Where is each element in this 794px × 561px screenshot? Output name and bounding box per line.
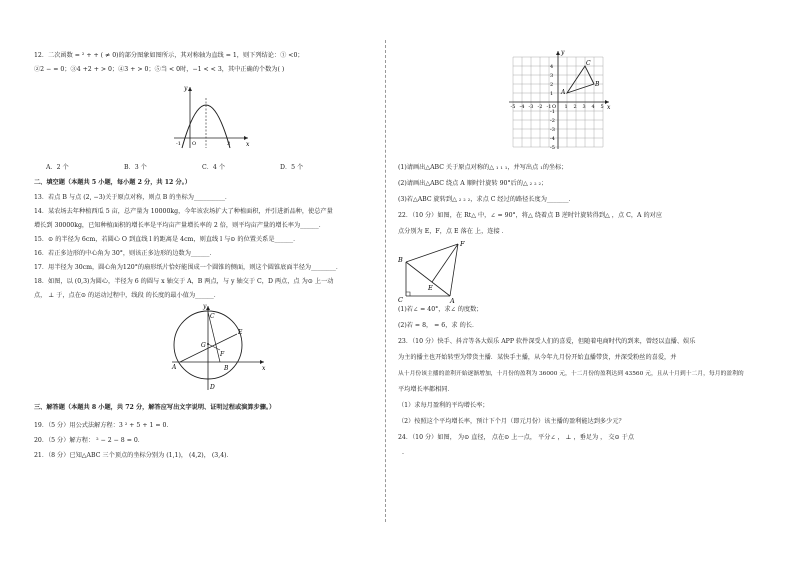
label-a: A: [450, 297, 455, 304]
question-12-line-2: ②2 − = 0；③4 +2 + > 0；④3 + > 0；⑤当 < 0时，−1 < < 3，其中正确的个数为( ): [34, 66, 285, 73]
label-3: 3: [227, 141, 231, 147]
question-13: 13．若点 B 与点 (2, −3)关于原点对称，则点 B 的坐标为__________．: [34, 194, 232, 201]
x-tick-label: 1: [564, 104, 568, 110]
question-22-line-1: 22．（10 分）如图，在 Rt△ 中，∠ = 90°，将△ 绕着点 B 逆时针旋转得到△ ，点 C，A 的对应: [398, 212, 663, 219]
y-tick-label: 3: [550, 73, 554, 79]
label-x: x: [246, 141, 250, 148]
y-tick-label: -1: [550, 109, 555, 115]
label-g: G: [201, 342, 206, 349]
label-a: A: [172, 364, 177, 371]
question-21: 21．（8 分）已知△ABC 三个顶点的坐标分别为 (1,1)， (4,2)， (3,4)．: [34, 452, 233, 459]
question-16: 16．若正多边形的中心角为 30°，则该正多边形的边数为______．: [34, 250, 216, 257]
label-f: F: [220, 351, 225, 358]
section-3-heading: 三、解答题（本题共 8 小题，共 72 分，解答应写出文字说明、证明过程或演算步骤。）: [34, 404, 276, 411]
label-e: E: [428, 284, 433, 292]
label-x: x: [262, 365, 266, 372]
question-14-line-1: 14．某农场去年种植西瓜 5 亩，总产量为 10000kg，今年该农场扩大了种植面积，并引进新品种，使总产量: [34, 208, 333, 215]
question-24-line-2: .: [402, 449, 404, 456]
label-b: B: [224, 365, 229, 372]
y-tick-label: 1: [550, 91, 554, 97]
label-origin: O: [552, 104, 557, 110]
x-tick-label: 3: [582, 104, 586, 110]
y-tick-label: 4: [550, 64, 554, 70]
question-18-line-1: 18．如图，以 (0,3)为圆心，半径为 6 的圆与 x 轴交于 A，B 两点，与 y 轴交于 C，D 两点，点 为⊙ 上一动: [34, 278, 334, 285]
q12-option-c: C．4 个: [202, 164, 226, 171]
label-y: y: [203, 304, 207, 310]
coordinate-grid-figure: [498, 48, 628, 158]
y-tick-label: -3: [550, 127, 555, 133]
question-23-part-1: （1）求每月盈利的平均增长率；: [398, 402, 489, 409]
question-15: 15．⊙ 的半径为 6cm，若圆心 O 到直线 l 的距离是 4cm，则直线 l 与⊙ 的位置关系是______．: [34, 236, 300, 243]
question-21-part-1: (1)请画出△ABC 关于原点对称的△ ₁ ₁ ₁，并写出点 ₁的坐标；: [398, 164, 568, 171]
label-neg1: -1: [176, 141, 181, 147]
question-22-part-1: (1)若∠ = 40°，求∠ 的度数；: [398, 306, 483, 313]
label-o: O: [192, 141, 197, 147]
label-a: A: [561, 89, 566, 96]
question-23-part-2: （2）按照这个平均增长率，预计下个月（即元月份）该主播的盈利能达到多少元？: [398, 418, 625, 425]
y-tick-label: -5: [550, 145, 555, 151]
question-21-part-2: (2)请画出△ABC 绕点 A 顺时针旋转 90°后的△ ₂ ₂ ₂；: [398, 180, 548, 187]
question-12-line-1: 12．二次函数 = ² + + ( ≠ 0)的部分图象如图所示，其对称轴为直线 = 1，则下列结论：① <0；: [34, 52, 304, 59]
q12-option-b: B．3 个: [124, 164, 147, 171]
x-tick-label: -3: [528, 104, 534, 110]
x-tick-label: -1: [546, 104, 552, 110]
x-tick-label: -2: [537, 104, 543, 110]
question-17: 17．用半径为 30cm，圆心角为120°的扇形纸片恰好能围成一个圆锥的侧面，则这个圆锥底面半径为________．: [34, 264, 343, 271]
figure-circle: [168, 304, 268, 392]
question-14-line-2: 增长到 30000kg，已知种植面积的增长率是平均亩产量增长率的 2 倍，则平均亩产量的增长率为______．: [34, 222, 325, 229]
y-tick-label: -2: [550, 118, 555, 124]
x-tick-label: -4: [519, 104, 525, 110]
label-f: F: [460, 240, 465, 248]
segment-ef: [432, 244, 458, 282]
label-e: E: [238, 329, 243, 336]
y-axis-arrow: [188, 87, 192, 91]
question-23-line-4: 平均增长率都相同．: [398, 386, 454, 393]
x-tick-label: 2: [573, 104, 577, 110]
label-y: y: [184, 85, 188, 92]
y-tick-label: -4: [550, 136, 555, 142]
figure-parabola: [172, 84, 252, 150]
question-22-line-2: 点分别为 E，F，点 E 落在 上，连接 ．: [398, 228, 508, 235]
q12-option-a: A．2 个: [46, 164, 69, 171]
figure-triangle-rotation: [398, 240, 468, 304]
question-23-line-3: 从十月份该主播的盈利开始逐渐增加，十月份的盈利为 36000 元，十二月份的盈利达到 43560 元，且从十月到十二月，每月的盈利的: [398, 371, 744, 377]
label-y: y: [561, 49, 565, 56]
x-axis-arrow: [260, 360, 264, 364]
y-axis-arrow: [556, 51, 560, 55]
label-c: C: [398, 296, 403, 304]
question-21-part-3: (3)若△ABC 旋转到△ ₂ ₂ ₂，求点 C 经过的路径长度为_______．: [398, 196, 575, 203]
x-tick-label: -5: [510, 104, 516, 110]
label-x: x: [607, 104, 611, 111]
question-24-line-1: 24．（10 分）如图， 为⊙ 直径， 点在⊙ 上一点， 平分∠ ， ⊥ ，垂足为 ， 交⊙ 于点: [398, 434, 635, 441]
question-18-line-2: 点， ⊥ 于，点在⊙ 的运动过程中，线段 的长度的最小值为______．: [34, 292, 220, 299]
x-tick-label: 5: [600, 104, 604, 110]
label-b: B: [595, 81, 600, 88]
section-2-heading: 二、填空题（本题共 5 小题，每小题 2 分，共 12 分。）: [34, 179, 191, 186]
x-axis-arrow: [244, 136, 248, 140]
x-tick-label: 4: [591, 104, 595, 110]
question-23-line-2: 为主的播主也开始转型为带货主播．某快手主播，从今年九月份开始直播带货，并深受粉丝的喜爱，并: [398, 354, 677, 361]
label-d: D: [210, 384, 215, 391]
segment-fa: [450, 244, 458, 296]
question-22-part-2: (2)若 = 8， = 6，求 的长．: [398, 322, 479, 329]
y-tick-label: 2: [550, 82, 554, 88]
segment-bf: [406, 244, 458, 262]
question-23-line-1: 23．（10 分）快手、抖音等各大娱乐 APP 软件深受人们的喜爱，但随着电商时代的到来，曾经以直播、娱乐: [398, 338, 696, 345]
point-g: [207, 343, 209, 345]
question-20: 20．（5 分）解方程： ² − 2 − 8 = 0．: [34, 437, 144, 444]
y-axis-arrow: [206, 306, 210, 310]
column-divider: [385, 40, 386, 522]
label-c: C: [210, 313, 215, 320]
label-c: C: [586, 60, 591, 67]
segment-ae: [180, 334, 237, 362]
triangle-abc: [567, 66, 594, 93]
question-19: 19．（5 分）用公式法解方程：3 ² + 5 + 1 = 0．: [34, 422, 173, 429]
label-b: B: [398, 256, 403, 264]
right-angle-mark: [406, 292, 410, 296]
q12-option-d: D．5 个: [280, 164, 304, 171]
